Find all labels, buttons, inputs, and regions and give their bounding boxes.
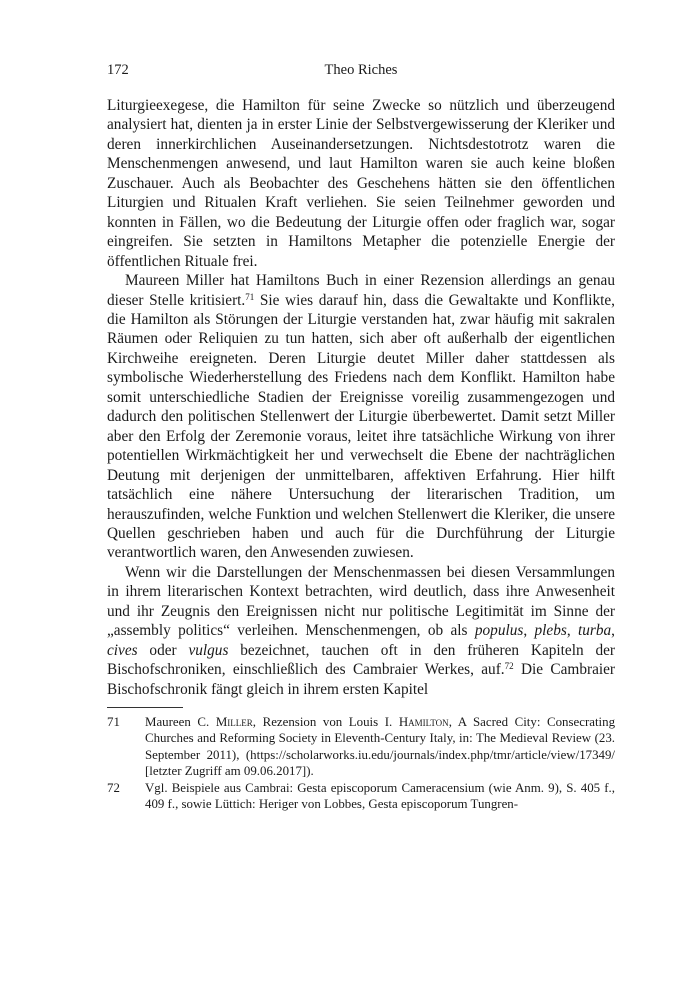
paragraph-3-text-b: bezeichnet, tauchen oft in den früheren Kapiteln der Bischofschroniken, einschließlich des Cambraier Werkes, auf. bbox=[107, 641, 615, 679]
separator: oder bbox=[137, 641, 189, 659]
running-head bbox=[107, 62, 615, 84]
footnotes bbox=[107, 714, 615, 812]
paragraph-2 bbox=[107, 271, 615, 563]
footnote-number: 72 bbox=[107, 780, 120, 795]
separator: , bbox=[611, 622, 615, 640]
latin-term-populus: populus bbox=[474, 622, 524, 640]
book-page bbox=[107, 62, 615, 812]
paragraph-3-text-a: Wenn wir die Darstellungen der Menschenmassen bei diesen Versammlungen in ihrem literarischen Kontext betrachten, wird deutlich, dass ihre Anwesenheit und ihr Zeugnis den Ereignissen nicht nur politische Legitimität im Sinne der „assembly politics“ verleihen. Menschenmengen, ob als bbox=[107, 563, 615, 640]
paragraph-1 bbox=[107, 96, 615, 271]
footnote-ref-71[interactable]: 71 bbox=[245, 291, 255, 302]
footnote-text: Maureen C. bbox=[145, 715, 216, 730]
page-number: 172 bbox=[107, 62, 129, 78]
footnote-ref-72[interactable]: 72 bbox=[504, 661, 514, 672]
footnote-72 bbox=[107, 780, 615, 813]
paragraph-3-text-c: Die Cambraier Bischofschronik fängt gleich in ihrem ersten Kapitel bbox=[107, 661, 615, 698]
footnote-divider bbox=[107, 707, 183, 708]
latin-term-plebs: plebs bbox=[534, 622, 567, 640]
footnote-text: , A Sacred City: Consecrating Churches and Reforming Society in Eleventh-Century Italy, in: The Medieval Review (23. September 2011), (https://scholarworks.iu.edu/journals/index.​php/tmr/article/view/17349/ [letzter Zugriff am 09.06.2017]). bbox=[145, 715, 616, 779]
footnote-number: 71 bbox=[107, 715, 120, 730]
author-name: Miller bbox=[215, 715, 253, 730]
running-title: Theo Riches bbox=[324, 62, 398, 78]
footnote-text: Vgl. Beispiele aus Cambrai: Gesta episcoporum Cameracensium (wie Anm. 9), S. 405 f., 409 f., sowie Lüttich: Heriger von Lobbes, Gesta episcoporum Tungren- bbox=[145, 780, 615, 812]
paragraph-2-text-a: Maureen Miller hat Hamiltons Buch in einer Rezension allerdings an genau dieser Stelle kritisiert. bbox=[107, 272, 615, 309]
separator: , bbox=[523, 622, 535, 640]
body-text bbox=[107, 96, 615, 699]
latin-term-vulgus: vulgus bbox=[188, 641, 229, 659]
paragraph-3 bbox=[107, 563, 615, 699]
separator: , bbox=[566, 622, 578, 640]
latin-term-turba: turba bbox=[578, 622, 612, 640]
latin-term-cives: cives bbox=[107, 641, 138, 659]
paragraph-1-text: Liturgieexegese, die Hamilton für seine Zwecke so nützlich und überzeugend analysiert hat, dienten ja in erster Linie der Selbstvergewisserung der Kleriker und deren innerkirchlichen Auseinandersetzungen. Nichtsdestotrotz waren die Menschenmengen anwesend, und laut Hamilton waren sie auch keine bloßen Zuschauer. Auch als Beobachter des Geschehens hätten sie den öffentlichen Liturgien und Ritualen Kraft verliehen. Sie seien Teilnehmer geworden und konnten in Fällen, wo die Bedeutung der Liturgie offen oder fraglich war, sogar eingreifen. Sie setzten in Hamiltons Metapher die potenzielle Energie der öffentlichen Rituale frei. bbox=[107, 97, 615, 270]
footnote-text: , Rezension von Louis I. bbox=[252, 715, 399, 730]
footnote-71 bbox=[107, 714, 615, 780]
author-name: Hamilton bbox=[398, 715, 449, 730]
paragraph-2-text-b: Sie wies darauf hin, dass die Gewaltakte und Konflikte, die Hamilton als Störungen der Liturgie verstanden hat, zwar häufig mit sakralen Räumen oder Reliquien zu tun hatten, sich aber oft außerhalb der eigentlichen Kirchweihe ereigneten. Deren Liturgie deutet Miller daher stattdessen als symbolische Wiederherstellung des Friedens nach dem Konflikt. Hamilton habe somit unterschiedliche Stadien der Ereignisse voreilig zusammengezogen und dadurch den politischen Stellenwert der Liturgie überbewertet. Damit setzt Miller aber den Erfolg der Zeremonie voraus, leitet ihre tatsächliche Wirkung von ihrer potentiellen Wirkmächtigkeit her und verwechselt die Ebene der nachträglichen Deutung mit derjenigen der unmittelbaren, affektiven Erfahrung. Hier hilft tatsächlich eine nähere Untersuchung der literarischen Tradition, um herauszufinden, welche Funktion und welchen Stellenwert die Kleriker, die unsere Quellen geschrieben haben und auch für die Durchführung der Liturgie verantwortlich waren, den Anwesenden zuwiesen. bbox=[107, 291, 615, 562]
